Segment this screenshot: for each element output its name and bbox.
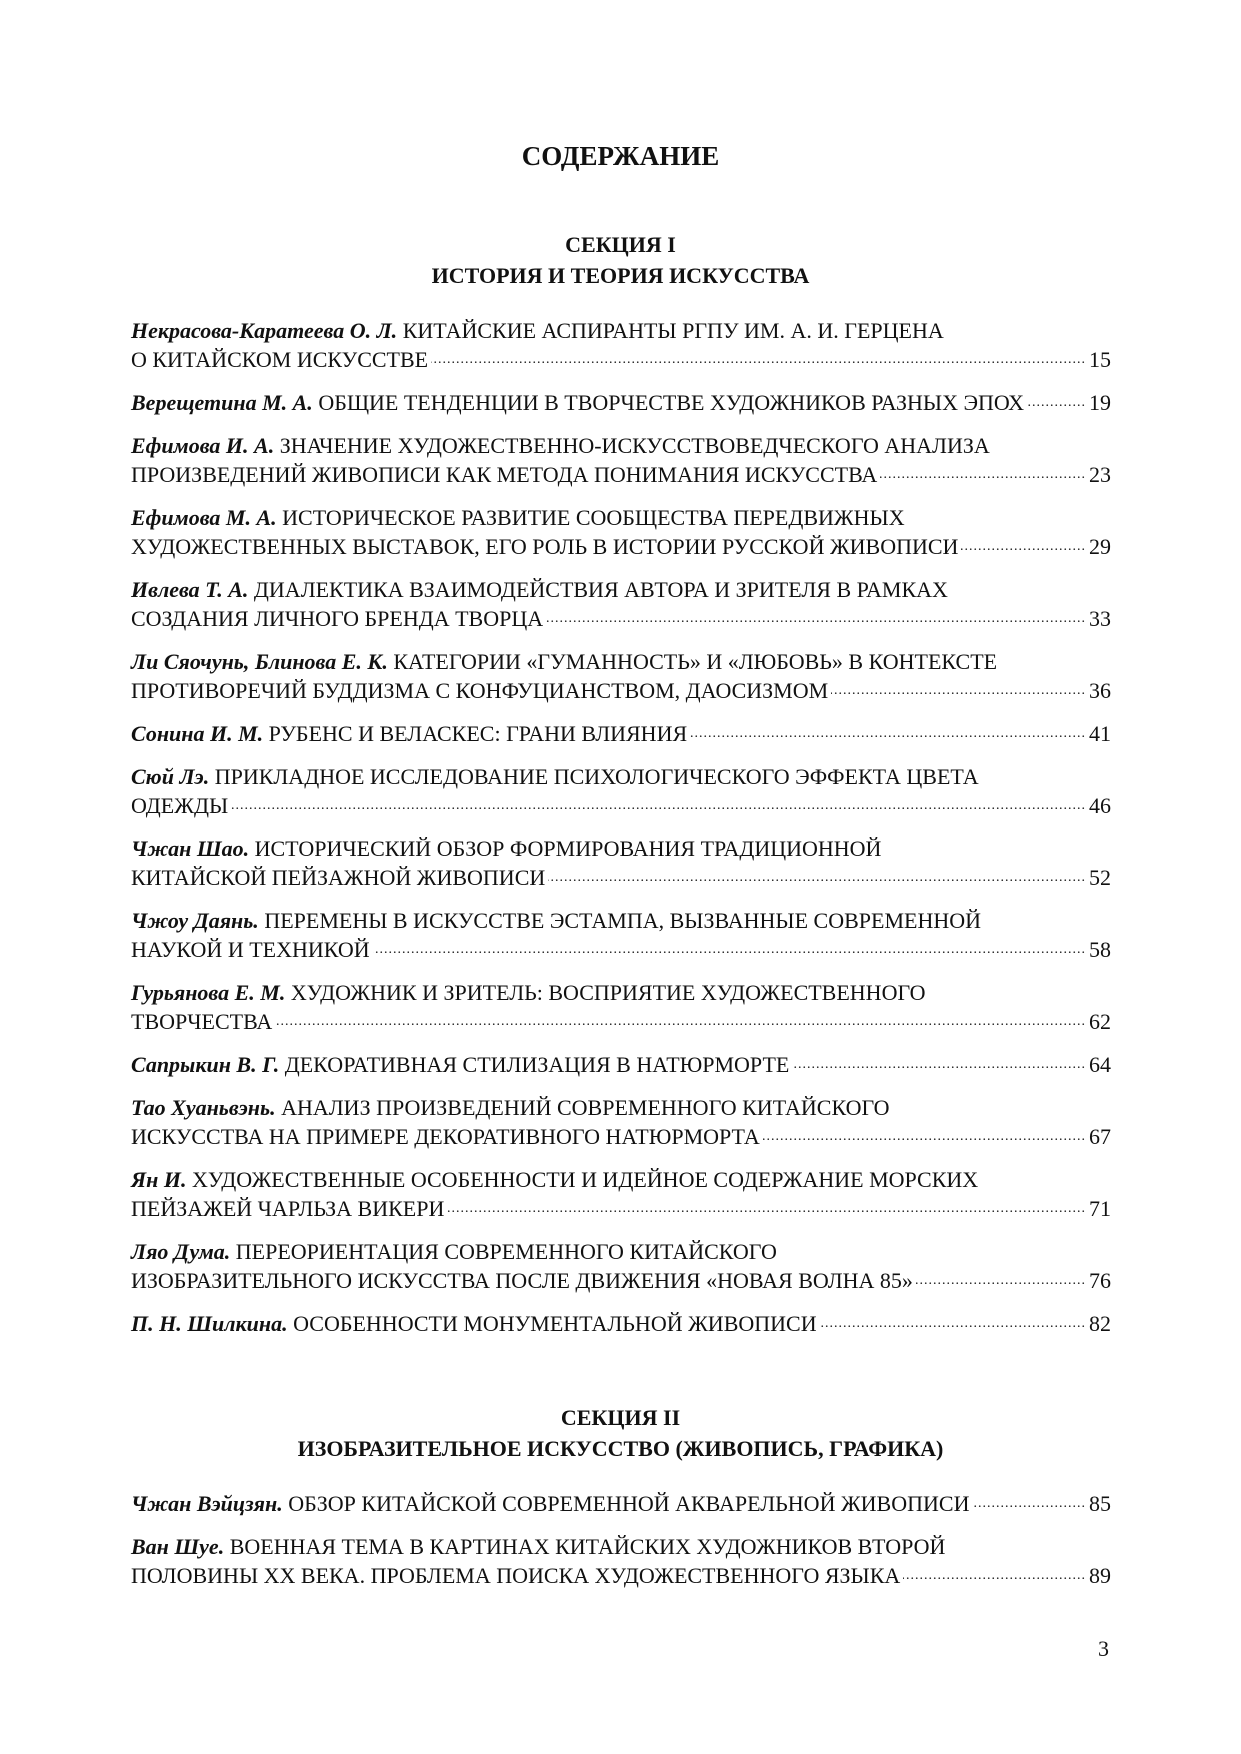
entry-page: 46 xyxy=(1089,793,1111,818)
entry-title: ПЕРЕОРИЕНТАЦИЯ СОВРЕМЕННОГО КИТАЙСКОГО xyxy=(235,1239,777,1264)
toc-line xyxy=(131,1266,1111,1295)
entry-author: Сюй Лэ. xyxy=(131,764,210,789)
entry-page: 67 xyxy=(1089,1124,1111,1149)
dot-leader xyxy=(972,1489,1086,1518)
toc-entry[interactable] xyxy=(131,1309,1111,1338)
toc-entry[interactable] xyxy=(131,1532,1111,1590)
toc-line xyxy=(131,834,1111,863)
entry-author: Ли Сяочунь, Блинова Е. К. xyxy=(131,649,388,674)
entry-title: ПЕРЕМЕНЫ В ИСКУССТВЕ ЭСТАМПА, ВЫЗВАННЫЕ СОВРЕМЕННОЙ xyxy=(264,908,982,933)
entry-author: Ляо Дума. xyxy=(131,1239,231,1264)
entry-author: П. Н. Шилкина. xyxy=(131,1311,288,1336)
dot-leader xyxy=(1027,388,1086,417)
toc-entry[interactable] xyxy=(131,1489,1111,1518)
dot-leader xyxy=(690,719,1086,748)
entry-author: Чжан Шао. xyxy=(131,836,250,861)
entry-title: КАТЕГОРИИ «ГУМАННОСТЬ» И «ЛЮБОВЬ» В КОНТЕКСТЕ xyxy=(393,649,998,674)
toc-entry[interactable] xyxy=(131,503,1111,561)
dot-leader xyxy=(546,604,1086,633)
entry-title: ОБЩИЕ ТЕНДЕНЦИИ В ТВОРЧЕСТВЕ ХУДОЖНИКОВ РАЗНЫХ ЭПОХ xyxy=(318,390,1024,415)
section-2-heading xyxy=(0,1402,1241,1464)
toc-line xyxy=(131,1122,1111,1151)
entry-author: Сапрыкин В. Г. xyxy=(131,1052,280,1077)
entry-author: Чжан Вэйцзян. xyxy=(131,1491,283,1516)
section-1-entries xyxy=(131,316,1111,1352)
entry-title: ПРОТИВОРЕЧИЙ БУДДИЗМА С КОНФУЦИАНСТВОМ, ДАОСИЗМОМ xyxy=(131,678,829,703)
dot-leader xyxy=(916,1266,1086,1295)
entry-title: СОЗДАНИЯ ЛИЧНОГО БРЕНДА ТВОРЦА xyxy=(131,606,544,631)
dot-leader xyxy=(431,345,1086,374)
entry-page: 64 xyxy=(1089,1052,1111,1077)
toc-line xyxy=(131,345,1111,374)
toc-entry[interactable] xyxy=(131,388,1111,417)
entry-title: АНАЛИЗ ПРОИЗВЕДЕНИЙ СОВРЕМЕННОГО КИТАЙСКОГО xyxy=(281,1095,890,1120)
toc-line xyxy=(131,1050,1111,1079)
toc-line xyxy=(131,532,1111,561)
toc-line xyxy=(131,762,1111,791)
toc-line xyxy=(131,604,1111,633)
entry-title: ИЗОБРАЗИТЕЛЬНОГО ИСКУССТВА ПОСЛЕ ДВИЖЕНИЯ «НОВАЯ ВОЛНА 85» xyxy=(131,1268,913,1293)
toc-line xyxy=(131,791,1111,820)
entry-page: 71 xyxy=(1089,1196,1111,1221)
entry-author: Ефимова И. А. xyxy=(131,433,275,458)
entry-page: 41 xyxy=(1089,721,1111,746)
entry-page: 58 xyxy=(1089,937,1111,962)
toc-line xyxy=(131,1489,1111,1518)
toc-line xyxy=(131,647,1111,676)
entry-page: 89 xyxy=(1089,1563,1111,1588)
entry-page: 76 xyxy=(1089,1268,1111,1293)
entry-page: 19 xyxy=(1089,390,1111,415)
entry-title: ПРИКЛАДНОЕ ИССЛЕДОВАНИЕ ПСИХОЛОГИЧЕСКОГО ЭФФЕКТА ЦВЕТА xyxy=(214,764,979,789)
toc-entry[interactable] xyxy=(131,762,1111,820)
toc-entry[interactable] xyxy=(131,719,1111,748)
entry-page: 52 xyxy=(1089,865,1111,890)
entry-title: ОСОБЕННОСТИ МОНУМЕНТАЛЬНОЙ ЖИВОПИСИ xyxy=(293,1311,817,1336)
entry-author: Ян И. xyxy=(131,1167,187,1192)
entry-author: Некрасова-Каратеева О. Л. xyxy=(131,318,398,343)
toc-entry[interactable] xyxy=(131,978,1111,1036)
entry-title: ДЕКОРАТИВНАЯ СТИЛИЗАЦИЯ В НАТЮРМОРТЕ xyxy=(284,1052,790,1077)
toc-line xyxy=(131,503,1111,532)
toc-entry[interactable] xyxy=(131,647,1111,705)
toc-entry[interactable] xyxy=(131,575,1111,633)
toc-line xyxy=(131,978,1111,1007)
toc-entry[interactable] xyxy=(131,1165,1111,1223)
toc-entry[interactable] xyxy=(131,316,1111,374)
toc-line xyxy=(131,1561,1111,1590)
toc-line xyxy=(131,719,1111,748)
entry-page: 62 xyxy=(1089,1009,1111,1034)
entry-page: 33 xyxy=(1089,606,1111,631)
dot-leader xyxy=(373,935,1086,964)
entry-title: О КИТАЙСКОМ ИСКУССТВЕ xyxy=(131,347,429,372)
entry-author: Тао Хуаньвэнь. xyxy=(131,1095,276,1120)
entry-page: 23 xyxy=(1089,462,1111,487)
dot-leader xyxy=(548,863,1086,892)
dot-leader xyxy=(903,1561,1086,1590)
entry-title: РУБЕНС И ВЕЛАСКЕС: ГРАНИ ВЛИЯНИЯ xyxy=(268,721,688,746)
toc-line xyxy=(131,431,1111,460)
entry-page: 82 xyxy=(1089,1311,1111,1336)
toc-line xyxy=(131,575,1111,604)
entry-author: Верещетина М. А. xyxy=(131,390,313,415)
entry-title: КИТАЙСКОЙ ПЕЙЗАЖНОЙ ЖИВОПИСИ xyxy=(131,865,546,890)
entry-author: Ефимова М. А. xyxy=(131,505,277,530)
toc-line xyxy=(131,316,1111,345)
section-1-heading xyxy=(0,229,1241,291)
entry-title: ИСТОРИЧЕСКИЙ ОБЗОР ФОРМИРОВАНИЯ ТРАДИЦИОННОЙ xyxy=(254,836,882,861)
dot-leader xyxy=(275,1007,1086,1036)
entry-title: ХУДОЖНИК И ЗРИТЕЛЬ: ВОСПРИЯТИЕ ХУДОЖЕСТВЕННОГО xyxy=(290,980,926,1005)
entry-page: 85 xyxy=(1089,1491,1111,1516)
toc-entry[interactable] xyxy=(131,906,1111,964)
dot-leader xyxy=(880,460,1086,489)
dot-leader xyxy=(961,532,1086,561)
section-label: СЕКЦИЯ II xyxy=(560,1405,681,1430)
entry-title: ОБЗОР КИТАЙСКОЙ СОВРЕМЕННОЙ АКВАРЕЛЬНОЙ ЖИВОПИСИ xyxy=(288,1491,970,1516)
entry-title: ТВОРЧЕСТВА xyxy=(131,1009,273,1034)
section-2-entries xyxy=(131,1489,1111,1604)
entry-page: 29 xyxy=(1089,534,1111,559)
entry-title: ХУДОЖЕСТВЕННЫЕ ОСОБЕННОСТИ И ИДЕЙНОЕ СОДЕРЖАНИЕ МОРСКИХ xyxy=(191,1167,979,1192)
entry-title: ДИАЛЕКТИКА ВЗАИМОДЕЙСТВИЯ АВТОРА И ЗРИТЕЛЯ В РАМКАХ xyxy=(253,577,948,602)
entry-author: Гурьянова Е. М. xyxy=(131,980,286,1005)
entry-author: Ван Шуе. xyxy=(131,1534,225,1559)
toc-line xyxy=(131,1194,1111,1223)
toc-line xyxy=(131,1237,1111,1266)
toc-line xyxy=(131,1532,1111,1561)
dot-leader xyxy=(831,676,1086,705)
dot-leader xyxy=(447,1194,1086,1223)
dot-leader xyxy=(763,1122,1086,1151)
toc-line xyxy=(131,906,1111,935)
toc-line xyxy=(131,460,1111,489)
section-name: ИЗОБРАЗИТЕЛЬНОЕ ИСКУССТВО (ЖИВОПИСЬ, ГРАФИКА) xyxy=(297,1436,944,1461)
entry-title: ИСТОРИЧЕСКОЕ РАЗВИТИЕ СООБЩЕСТВА ПЕРЕДВИЖНЫХ xyxy=(282,505,905,530)
toc-entry[interactable] xyxy=(131,431,1111,489)
toc-entry[interactable] xyxy=(131,834,1111,892)
entry-page: 15 xyxy=(1089,347,1111,372)
page-title: СОДЕРЖАНИЕ xyxy=(521,141,720,171)
entry-title: ИСКУССТВА НА ПРИМЕРЕ ДЕКОРАТИВНОГО НАТЮРМОРТА xyxy=(131,1124,760,1149)
entry-title: ВОЕННАЯ ТЕМА В КАРТИНАХ КИТАЙСКИХ ХУДОЖНИКОВ ВТОРОЙ xyxy=(229,1534,946,1559)
toc-entry[interactable] xyxy=(131,1093,1111,1151)
toc-entry[interactable] xyxy=(131,1050,1111,1079)
entry-title: ПРОИЗВЕДЕНИЙ ЖИВОПИСИ КАК МЕТОДА ПОНИМАНИЯ ИСКУССТВА xyxy=(131,462,878,487)
entry-title: НАУКОЙ И ТЕХНИКОЙ xyxy=(131,937,370,962)
dot-leader xyxy=(820,1309,1086,1338)
entry-author: Ивлева Т. А. xyxy=(131,577,249,602)
entry-author: Чжоу Даянь. xyxy=(131,908,259,933)
dot-leader xyxy=(792,1050,1086,1079)
entry-title: ПЕЙЗАЖЕЙ ЧАРЛЬЗА ВИКЕРИ xyxy=(131,1196,445,1221)
page-number: 3 xyxy=(1098,1636,1109,1661)
toc-line xyxy=(131,1309,1111,1338)
toc-line xyxy=(131,863,1111,892)
entry-title: ПОЛОВИНЫ XX ВЕКА. ПРОБЛЕМА ПОИСКА ХУДОЖЕСТВЕННОГО ЯЗЫКА xyxy=(131,1563,901,1588)
entry-title: КИТАЙСКИЕ АСПИРАНТЫ РГПУ ИМ. А. И. ГЕРЦЕНА xyxy=(402,318,944,343)
entry-title: ЗНАЧЕНИЕ ХУДОЖЕСТВЕННО-ИСКУССТВОВЕДЧЕСКОГО АНАЛИЗА xyxy=(279,433,990,458)
toc-entry[interactable] xyxy=(131,1237,1111,1295)
toc-line xyxy=(131,1007,1111,1036)
entry-title: ХУДОЖЕСТВЕННЫХ ВЫСТАВОК, ЕГО РОЛЬ В ИСТОРИИ РУССКОЙ ЖИВОПИСИ xyxy=(131,534,959,559)
entry-page: 36 xyxy=(1089,678,1111,703)
section-label: СЕКЦИЯ I xyxy=(565,232,676,257)
toc-line xyxy=(131,1165,1111,1194)
entry-title: ОДЕЖДЫ xyxy=(131,793,229,818)
entry-author: Сонина И. М. xyxy=(131,721,264,746)
dot-leader xyxy=(231,791,1086,820)
toc-line xyxy=(131,388,1111,417)
section-name: ИСТОРИЯ И ТЕОРИЯ ИСКУССТВА xyxy=(431,263,810,288)
toc-line xyxy=(131,935,1111,964)
toc-line xyxy=(131,676,1111,705)
toc-line xyxy=(131,1093,1111,1122)
